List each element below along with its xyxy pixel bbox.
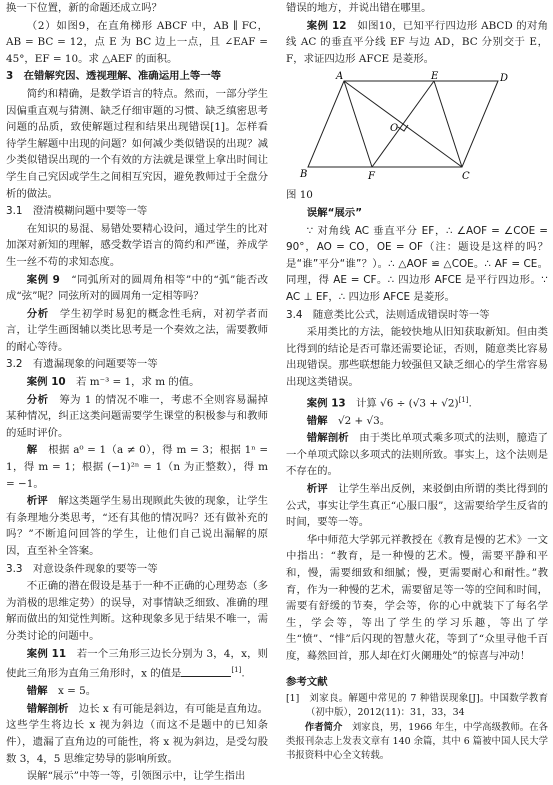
label-o: O: [390, 123, 399, 135]
case-text: 计算 √6 ÷ (√3 + √2): [356, 396, 459, 409]
subsection-3-1-heading: 3.1 澄清模糊问题中要等一等: [6, 205, 148, 218]
problem-2: （2）如图9，在直角梯形 ABCF 中，AB ∥ FC，AB = BC = 12，点 E 为 BC 边上一点，且 ∠EAF = 45°，EF = 10。求 △AEF 的面积。: [6, 19, 268, 65]
paragraph: 换一下位置，新的命题还成立吗？: [6, 2, 162, 14]
case-9: [6, 272, 268, 305]
paragraph-cutoff: 误解“展示”中等一等，引领图示中，让学生指出: [26, 770, 246, 783]
wrong-text: x = 5。: [57, 685, 97, 698]
figure-10: [286, 69, 548, 187]
subsection-3-4-heading: 3.4 随意类比公式，法则适成错误时等一等: [286, 308, 490, 321]
analysis-9: [6, 306, 268, 356]
case-label: 案例 10: [26, 376, 66, 389]
case-text: 若一个三角形三边长分别为 3，4，x，则使此三角形为直角三角形时，x 的值是: [6, 647, 269, 680]
label-a: A: [336, 71, 344, 83]
case-label: 案例 9: [26, 273, 60, 286]
segment-af: [344, 81, 372, 167]
analysis-text: 筹为 1 的情况不唯一，考虑不全则容易漏掉某种情况，纠正这类问题需要学生课堂的积极参与和教师的延时评价。: [6, 393, 269, 439]
label-d: D: [500, 73, 509, 85]
case-10: [6, 374, 268, 391]
author-bio-text: 刘家良，男，1966 年生，中学高级教师。在各类报刊杂志上发表文章有 140 余篇，其中 6 篇被中国人民大学书报资料中心全文转载。: [286, 722, 548, 762]
author-bio: [286, 721, 548, 763]
label-c: C: [462, 171, 470, 183]
comment-10: [6, 493, 268, 559]
wrong-analysis-label: 错解剖析: [26, 702, 69, 715]
reference-1: [1] 刘家良。解题中常见的 7 种错误现象[J]。中国数学教育（初中版），2012(11)：31，33，34: [286, 693, 548, 719]
analysis-text: 学生初学时易犯的概念性毛病，对初学者而言，让学生画图辅以类比思考是一个奏效之法，需要教师的耐心等待。: [6, 307, 269, 353]
segment-ef: [372, 81, 434, 167]
wrong-answer-11: [6, 683, 268, 700]
wrong-analysis-text: 边长 x 有可能是斜边，有可能是直角边。这些学生将边长 x 视为斜边（而这不是题中的已知条件），遗漏了直角边的可能性，将 x 视为斜边，是受勾股数 3，4，5 思维定势导的影响所致。: [6, 702, 269, 765]
wrong-analysis-11: [6, 701, 268, 767]
comment-label: 析评: [26, 495, 48, 508]
analysis-10: [6, 392, 268, 442]
parallelogram-diagram: [286, 69, 548, 187]
figure-caption: 图 10: [286, 189, 313, 202]
segment-ec: [434, 81, 462, 167]
case-12: [286, 18, 548, 68]
wrong-label: 错解: [26, 685, 48, 698]
references-heading: 参考文献: [286, 676, 328, 689]
label-b: B: [300, 169, 308, 181]
label-e: E: [431, 71, 439, 83]
comment-13: [286, 481, 548, 531]
left-column: [6, 0, 269, 783]
subsection-3-2-heading: 3.2 有遗漏现象的问题要等一等: [6, 358, 158, 371]
right-column: [286, 0, 548, 768]
paragraph: 在知识的易混、易错处要精心设问，通过学生的比对加深对新知的理解，感受数学语言的简约和严谨，养成学生一丝不苟的求知态度。: [6, 222, 268, 268]
analysis-label: 分析: [26, 307, 49, 320]
solution-label: 解: [26, 444, 38, 457]
solution-10: [6, 442, 268, 492]
paragraph: 简约和精确，是数学语言的特点。然而，一部分学生因偏重直观与猜测、缺乏仔细审题的习惯、缺乏缜密思考问题的品质，致使解题过程和结果出现错误[1]。怎样看待学生解题中出现的问题？如何减少类似错误的出现？减少类似错误出现的一个有效的方法就是课堂上拿出时间让学生自己究因或学生之间相互究因，避免教师过于全盘分析的做法。: [6, 87, 268, 200]
case-11: 案例 11 若一个三角形三边长分别为 3，4，x，则使此三角形为直角三角形时，x 的值是 [1].: [6, 647, 269, 680]
case-text: 若 m⁻³ = 1，求 m 的值。: [76, 376, 200, 389]
section-3-heading: 3 在错解究因、透视理解、准确运用上等一等: [6, 70, 222, 83]
label-f: F: [368, 171, 375, 183]
citation: [1]: [231, 666, 242, 675]
wrong-analysis-13: [286, 430, 548, 480]
paragraph: 错误的地方，并说出错在哪里。: [286, 2, 432, 14]
citation: [1]: [458, 395, 469, 404]
wrong-analysis-text: 由于类比单项式乘多项式的法则，臆造了一个单项式除以多项式的法则所致。事实上，这个法则是不存在的。: [286, 432, 549, 478]
solution-text: 根据 a⁰ = 1（a ≠ 0），得 m = 3；根据 1ⁿ = 1，得 m = 1；根据 (−1)²ⁿ = 1（n 为正整数），得 m = −1。: [6, 444, 269, 490]
author-bio-label: 作者简介: [304, 722, 343, 734]
wrong-answer-13: [286, 413, 548, 430]
comment-label: 析评: [306, 482, 328, 495]
wrong-display-label: 误解“展示”: [306, 206, 363, 219]
wrong-label: 错解: [306, 414, 328, 427]
paragraph: 不正确的潜在假设是基于一种不正确的心理势态（多为消极的思维定势）的误导，对事情缺乏细致、准确的理解而做出的知觉性判断。这种现象多见于结果不唯一，需分类讨论的问题中。: [6, 580, 268, 642]
case-13: 案例 13 计算 √6 ÷ (√3 + √2)[1].: [306, 395, 472, 409]
case-label: 案例 11: [26, 647, 67, 660]
analysis-label: 分析: [26, 393, 49, 406]
case-text: “同弧所对的圆周角相等”中的“弧”能否改成“弦”呢？同弦所对的圆周角一定相等吗？: [6, 273, 269, 303]
answer-blank: [181, 666, 231, 677]
case-label: 案例 13: [306, 396, 346, 409]
paragraph: 采用类比的方法，能较快地从旧知获取新知。但由类比得到的结论是否可靠还需要论证，否则，随意类比容易出现错误。那些联想能力较强但又缺乏细心的学生常容易出现这类错误。: [286, 326, 548, 388]
wrong-text: √2 + √3。: [337, 414, 391, 427]
right-angle-mark: [398, 125, 408, 131]
case-text: 如图10，已知平行四边形 ABCD 的对角线 AC 的垂直平分线 EF 与边 AD，BC 分别交于 E，F，求证四边形 AFCE 是菱形。: [286, 19, 548, 65]
wrong-display-text: ∵ 对角线 AC 垂直平分 EF，∴ ∠AOF = ∠COE = 90°，AO = CO，OE = OF（注：题设是这样的吗？是“谁”平分“谁”？）。∴ △AOF ≌ △COE。∴ AF = CE。同理，得 AE = CF。∴ 四边形 AFCE 是平行四边形。∵ AC ⊥ EF，∴ 四边形 AFCE 是菱形。: [286, 224, 548, 303]
case-label: 案例 12: [306, 19, 347, 32]
subsection-3-3-heading: 3.3 对意设条件现象的要等一等: [6, 562, 158, 575]
closing-paragraph: 华中师范大学郭元祥教授在《教育是慢的艺术》一文中指出：“教育，是一种慢的艺术。慢，需要平静和平和，慢，需要细致和细腻；慢，更需要耐心和耐性。”教育，作为一种慢的艺术，需要留足等一等的空间和时间，需要有舒缓的节奏，学会等，你的心中就装下了每名学生，学会等，等出了学生的学习乐趣，等出了学生“愤”、“悱”后闪现的智慧火花，等到了“众里寻他千百度，蓦然回首，那人却在灯火阑珊处”的惊喜与冲动！: [286, 533, 548, 662]
comment-text: 解这类题学生易出现顾此失彼的现象，让学生有条理地分类思考，“还有其他的情况吗？还有做补充的吗？”不断追问回答的学生，让他们自己说出漏解的原因，直至补全答案。: [6, 495, 269, 557]
wrong-analysis-label: 错解剖析: [306, 432, 349, 445]
comment-text: 让学生举出反例，来驳倒由所谓的类比得到的公式，事实让学生真正“心服口服”，这需要给学生反省的时间，要等一等。: [286, 482, 549, 529]
